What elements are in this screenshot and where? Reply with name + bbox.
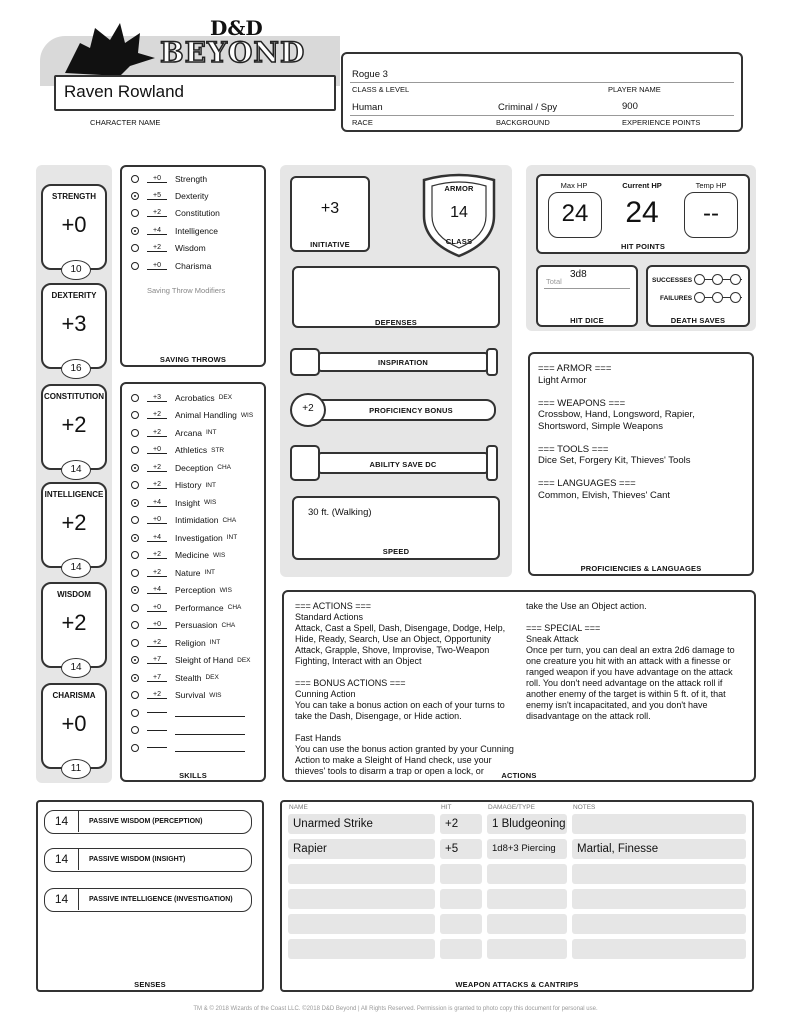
weapon-row[interactable] (288, 914, 746, 936)
death-saves-title: DEATH SAVES (670, 316, 726, 325)
ability-box-dexterity (41, 283, 107, 374)
weapon-hit: +2 (440, 814, 482, 834)
death-saves-successes-label: SUCCESSES (652, 277, 693, 284)
skill-name: Perception (175, 585, 216, 595)
proficiency-dot-icon (131, 481, 139, 489)
speed-label: SPEED (382, 547, 410, 556)
skill-row[interactable] (122, 669, 264, 686)
skill-ability: DEX (218, 394, 233, 401)
skill-mod: +2 (147, 569, 167, 577)
skill-ability: CHA (221, 621, 236, 629)
skill-ability: DEX (205, 674, 219, 681)
skill-row[interactable] (122, 512, 264, 529)
passive-sense (44, 810, 252, 834)
current-hp-value[interactable]: 24 (625, 196, 659, 229)
skill-row[interactable] (122, 442, 264, 459)
skill-mod: +0 (147, 604, 167, 612)
proficiency-dot-icon (131, 744, 139, 752)
proficiency-bonus-bar (290, 393, 498, 429)
saving-throw-mod: +0 (147, 262, 167, 270)
proficiency-dot-icon (131, 604, 139, 612)
weapon-hit (440, 914, 482, 934)
skill-name: Persuasion (175, 620, 218, 630)
skill-name: Animal Handling (175, 410, 237, 420)
skill-ability: WIS (213, 551, 226, 559)
skill-row[interactable] (122, 424, 264, 441)
ability-score[interactable]: 14 (61, 460, 91, 480)
ability-save-dc-bar (290, 445, 498, 481)
skill-mod: +4 (147, 586, 167, 594)
weapon-notes (572, 864, 746, 884)
class-level[interactable]: Rogue 3 (352, 69, 388, 80)
skill-mod: +0 (147, 446, 167, 454)
skill-row[interactable] (122, 564, 264, 581)
weapon-row[interactable] (288, 939, 746, 961)
current-hp-label: Current HP (622, 181, 662, 190)
ability-save-dc-label: ABILITY SAVE DC (369, 460, 437, 469)
passive-sense (44, 848, 252, 872)
ability-modifier: +0 (61, 212, 87, 237)
saving-throw-mod: +2 (147, 209, 167, 217)
weapon-damage: 1d8+3 Piercing (487, 839, 567, 859)
skill-mod: +4 (147, 534, 167, 542)
proficiencies-title: PROFICIENCIES & LANGUAGES (580, 564, 702, 573)
weapon-row[interactable] (288, 864, 746, 886)
skill-mod: +7 (147, 674, 167, 682)
saving-throw-name: Charisma (175, 260, 212, 271)
saving-throw-row[interactable] (122, 222, 264, 239)
weapon-damage: 1 Bludgeoning (487, 814, 567, 834)
weapon-hit: +5 (440, 839, 482, 859)
ability-modifier: +2 (61, 610, 87, 635)
skill-mod: +2 (147, 464, 167, 472)
skill-name: Acrobatics (175, 392, 215, 403)
proficiency-dot-icon (131, 569, 139, 577)
skill-row[interactable] (122, 687, 264, 704)
proficiency-dot-icon (131, 411, 139, 419)
ability-box-strength (41, 184, 107, 275)
hit-dice-divider (544, 288, 630, 289)
actions-column-1: === ACTIONS === Standard Actions Attack, Cast a Spell, Dash, Disengage, Dodge, Help, Hide, Ready, Search, Use an Object, Opportunity Attack, Grapple, Shove, Improvise, Two-Weapon Fighting, Interact with an Object === BONUS ACTIONS === Cunning Action You can take a bonus action on each of your turns to take the Dash, Disengage, or Hide action. Fast Hands You can use the bonus action granted by your Cunning Action to make a Sleight of Hand check, use your thieves' tools to disarm a trap or open a lock, or (295, 601, 514, 776)
race[interactable]: Human (352, 102, 383, 113)
proficiency-dot-icon (131, 656, 139, 664)
max-hp-label: Max HP (560, 181, 588, 190)
skill-mod-blank (147, 730, 167, 731)
weapon-damage (487, 864, 567, 884)
custom-skill-row[interactable] (122, 704, 264, 721)
skills-title: SKILLS (179, 771, 207, 780)
skill-mod: +2 (147, 429, 167, 437)
class-level-label: CLASS & LEVEL (352, 85, 410, 94)
weapons-header-name: NAME (289, 804, 308, 811)
weapon-name (288, 864, 435, 884)
proficiency-dot-icon (131, 726, 139, 734)
saving-throw-mod: +2 (147, 244, 167, 252)
skill-row[interactable] (122, 529, 264, 546)
saving-throw-row[interactable] (122, 170, 264, 187)
death-save-success-circles[interactable] (694, 274, 742, 286)
proficiency-dot-icon (131, 244, 139, 252)
saving-throw-mod: +5 (147, 192, 167, 200)
skill-row[interactable] (122, 389, 264, 406)
saving-throw-row[interactable] (122, 257, 264, 274)
saving-throw-row[interactable] (122, 240, 264, 257)
weapon-name (288, 914, 435, 934)
skill-row[interactable] (122, 459, 264, 476)
ability-modifier: +2 (61, 510, 87, 535)
ability-score[interactable]: 10 (61, 260, 91, 280)
skill-row[interactable] (122, 547, 264, 564)
proficiency-dot-icon (131, 516, 139, 524)
saving-throw-name: Intelligence (175, 225, 219, 236)
skill-row[interactable] (122, 477, 264, 494)
skill-name: Deception (175, 462, 214, 473)
weapon-name (288, 889, 435, 909)
saving-throw-name: Strength (175, 173, 208, 184)
proficiency-dot-icon (131, 499, 139, 507)
proficiency-dot-icon (131, 534, 139, 542)
skill-mod: +3 (147, 394, 167, 402)
skill-name-blank (175, 708, 245, 717)
skill-ability: CHA (217, 464, 232, 471)
passive-sense-value: 14 (45, 811, 79, 832)
skill-mod: +2 (147, 691, 167, 699)
weapons-header-notes: NOTES (573, 804, 596, 811)
ability-name: CONSTITUTION (44, 392, 104, 401)
proficiency-bonus-value: +2 (302, 403, 314, 414)
hit-dice-value[interactable]: 3d8 (570, 269, 587, 280)
saving-throw-mod: +0 (147, 175, 167, 183)
skill-ability: DEX (237, 656, 251, 664)
hit-dice-total-label: Total (546, 277, 562, 286)
proficiency-dot-icon (131, 674, 139, 682)
saving-throw-name: Wisdom (175, 243, 206, 254)
skill-name: Intimidation (175, 515, 219, 525)
weapon-notes (572, 814, 746, 834)
skill-mod-blank (147, 747, 167, 748)
proficiency-dot-icon (131, 209, 139, 217)
passive-sense-label: PASSIVE INTELLIGENCE (INVESTIGATION) (89, 896, 233, 903)
passive-sense-value: 14 (45, 849, 79, 870)
ability-name: DEXTERITY (51, 291, 97, 300)
experience-points-label: EXPERIENCE POINTS (622, 118, 701, 127)
weapon-row[interactable] (288, 839, 746, 861)
skill-ability: CHA (227, 604, 242, 611)
initiative-label: INITIATIVE (310, 240, 350, 249)
skill-mod: +2 (147, 639, 167, 647)
proficiency-dot-icon (131, 192, 139, 200)
skill-mod: +4 (147, 499, 167, 507)
actions-column-2: take the Use an Object action. === SPECIAL === Sneak Attack Once per turn, you can deal an extra 2d6 damage to one creature you hit with an attack with a finesse or ranged weapon if you have advantage on the attack roll. You don't need advantage on the attack roll if another enemy of the target is within 5 ft. of it, that enemy isn't incapacitated, and you don't have disadvantage on the attack roll. (526, 601, 735, 721)
skill-mod: +0 (147, 516, 167, 524)
max-hp-value: 24 (561, 200, 589, 227)
proficiency-bonus-label: PROFICIENCY BONUS (369, 406, 453, 415)
proficiency-dot-icon (131, 262, 139, 270)
saving-throw-mod: +4 (147, 227, 167, 235)
saving-throw-row[interactable] (122, 205, 264, 222)
weapon-notes (572, 914, 746, 934)
death-saves-failures-label: FAILURES (660, 295, 693, 302)
skill-name: Stealth (175, 672, 202, 683)
character-name-label: CHARACTER NAME (90, 118, 161, 127)
background[interactable]: Criminal / Spy (498, 102, 558, 113)
skill-name: Nature (175, 567, 201, 578)
player-name-label: PLAYER NAME (608, 85, 661, 94)
brand-bottom: BEYOND (160, 36, 306, 69)
skill-ability: CHA (222, 516, 237, 524)
skill-name: Investigation (175, 532, 223, 543)
weapon-hit (440, 864, 482, 884)
temp-hp-value[interactable]: -- (703, 200, 719, 227)
ability-score[interactable]: 16 (61, 359, 91, 379)
ability-name: INTELLIGENCE (44, 490, 104, 499)
ability-modifier: +3 (61, 311, 87, 336)
saving-throw-note: Saving Throw Modifiers (147, 286, 226, 295)
ability-modifier: +2 (61, 412, 87, 437)
proficiency-dot-icon (131, 429, 139, 437)
hit-points-title: HIT POINTS (620, 242, 666, 251)
skill-name: History (175, 480, 202, 490)
skill-mod: +2 (147, 551, 167, 559)
custom-skill-row[interactable] (122, 739, 264, 756)
proficiency-dot-icon (131, 464, 139, 472)
weapons-header-damage: DAMAGE/TYPE (488, 804, 535, 811)
skill-row[interactable] (122, 617, 264, 634)
ability-modifier: +0 (61, 711, 87, 736)
weapon-name: Unarmed Strike (288, 814, 435, 834)
proficiency-dot-icon (131, 586, 139, 594)
proficiency-dot-icon (131, 227, 139, 235)
initiative-value[interactable]: +3 (320, 200, 340, 217)
skill-mod-blank (147, 712, 167, 713)
proficiency-dot-icon (131, 621, 139, 629)
armor-class-value[interactable]: 14 (450, 204, 468, 221)
ability-box-constitution (41, 384, 107, 475)
skill-ability: WIS (209, 691, 222, 699)
skill-row[interactable] (122, 634, 264, 651)
ability-name: CHARISMA (52, 691, 96, 700)
senses-title: SENSES (134, 980, 166, 989)
ability-box-charisma (41, 683, 107, 774)
passive-sense-label: PASSIVE WISDOM (INSIGHT) (89, 856, 186, 863)
weapon-damage (487, 939, 567, 959)
weapon-notes: Martial, Finesse (572, 839, 746, 859)
character-name[interactable]: Raven Rowland (64, 82, 185, 101)
header-divider-1 (350, 82, 734, 83)
saving-throws-title: SAVING THROWS (159, 355, 227, 364)
dragon-logo-icon (60, 18, 160, 78)
skill-mod: +2 (147, 481, 167, 489)
skill-name: Medicine (175, 550, 210, 560)
proficiency-dot-icon (131, 639, 139, 647)
passive-sense (44, 888, 252, 912)
skill-name: Insight (175, 497, 201, 508)
weapon-damage (487, 914, 567, 934)
proficiency-dot-icon (131, 691, 139, 699)
weapon-notes (572, 939, 746, 959)
skill-mod: +0 (147, 621, 167, 629)
skill-name-blank (175, 726, 245, 735)
experience-points[interactable]: 900 (622, 101, 638, 112)
skill-ability: INT (209, 639, 221, 646)
skill-ability: STR (211, 446, 225, 454)
skill-ability: INT (226, 534, 238, 541)
race-label: RACE (352, 118, 373, 127)
passive-sense-label: PASSIVE WISDOM (PERCEPTION) (89, 818, 203, 825)
weapon-damage (487, 889, 567, 909)
proficiency-dot-icon (131, 446, 139, 454)
proficiency-dot-icon (131, 709, 139, 717)
weapon-row[interactable] (288, 889, 746, 911)
skill-ability: INT (205, 429, 217, 436)
skill-row[interactable] (122, 407, 264, 424)
weapons-header-hit: HIT (441, 804, 452, 811)
ability-score[interactable]: 14 (61, 558, 91, 578)
proficiencies-text: === ARMOR === Light Armor === WEAPONS === Crossbow, Hand, Longsword, Rapier, Shortsword, Simple Weapons === TOOLS === Dice Set, Forgery Kit, Thieves' Tools === LANGUAGES === Common, Elvish, Thieves' Cant (538, 363, 695, 501)
footer-copyright: TM & © 2018 Wizards of the Coast LLC. ©2018 D&D Beyond | All Rights Reserved. Permission is granted to photo copy this document for personal use. (193, 1006, 598, 1012)
skill-name: Religion (175, 637, 206, 648)
skill-name: Performance (175, 602, 224, 613)
death-save-failure-circles[interactable] (694, 292, 742, 304)
skill-name: Arcana (175, 427, 202, 438)
speed-value[interactable]: 30 ft. (Walking) (308, 507, 372, 518)
skill-ability: INT (204, 569, 215, 576)
armor-class-label: CLASS (445, 237, 473, 246)
weapons-title: WEAPON ATTACKS & CANTRIPS (455, 980, 579, 989)
inspiration-bar[interactable] (290, 348, 498, 376)
saving-throw-name: Constitution (175, 208, 220, 219)
skill-row[interactable] (122, 494, 264, 511)
ability-name: STRENGTH (52, 192, 96, 201)
skill-row[interactable] (122, 652, 264, 669)
brand-top: D&D (210, 16, 263, 40)
ability-box-wisdom (41, 582, 107, 673)
skill-ability: WIS (219, 586, 232, 594)
saving-throw-row[interactable] (122, 187, 264, 204)
actions-title: ACTIONS (501, 771, 537, 780)
weapon-hit (440, 889, 482, 909)
weapon-hit (440, 939, 482, 959)
weapon-notes (572, 889, 746, 909)
weapon-name: Rapier (288, 839, 435, 859)
ability-box-intelligence (41, 482, 107, 573)
skill-row[interactable] (122, 599, 264, 616)
saving-throw-name: Dexterity (175, 190, 209, 201)
weapon-row[interactable] (288, 814, 746, 836)
armor-label: ARMOR (444, 184, 474, 193)
skill-ability: WIS (240, 411, 254, 419)
custom-skill-row[interactable] (122, 722, 264, 739)
skill-ability: INT (205, 481, 216, 489)
hit-dice-title: HIT DICE (570, 316, 604, 325)
skill-mod: +7 (147, 656, 167, 664)
skill-name: Athletics (175, 445, 208, 455)
passive-sense-value: 14 (45, 889, 79, 910)
skill-name-blank (175, 743, 245, 752)
temp-hp-label: Temp HP (695, 181, 727, 190)
inspiration-label: INSPIRATION (378, 358, 428, 367)
proficiency-dot-icon (131, 394, 139, 402)
defenses-label: DEFENSES (374, 318, 418, 327)
proficiency-dot-icon (131, 551, 139, 559)
header-divider-2 (350, 115, 734, 116)
weapon-name (288, 939, 435, 959)
ability-score[interactable]: 14 (61, 658, 91, 678)
skill-name: Survival (175, 690, 206, 700)
ability-score[interactable]: 11 (61, 759, 91, 779)
skill-name: Sleight of Hand (175, 655, 234, 665)
proficiency-dot-icon (131, 175, 139, 183)
skill-mod: +2 (147, 411, 167, 419)
background-label: BACKGROUND (496, 118, 550, 127)
skill-row[interactable] (122, 582, 264, 599)
skill-ability: WIS (204, 499, 217, 506)
ability-name: WISDOM (57, 590, 91, 599)
